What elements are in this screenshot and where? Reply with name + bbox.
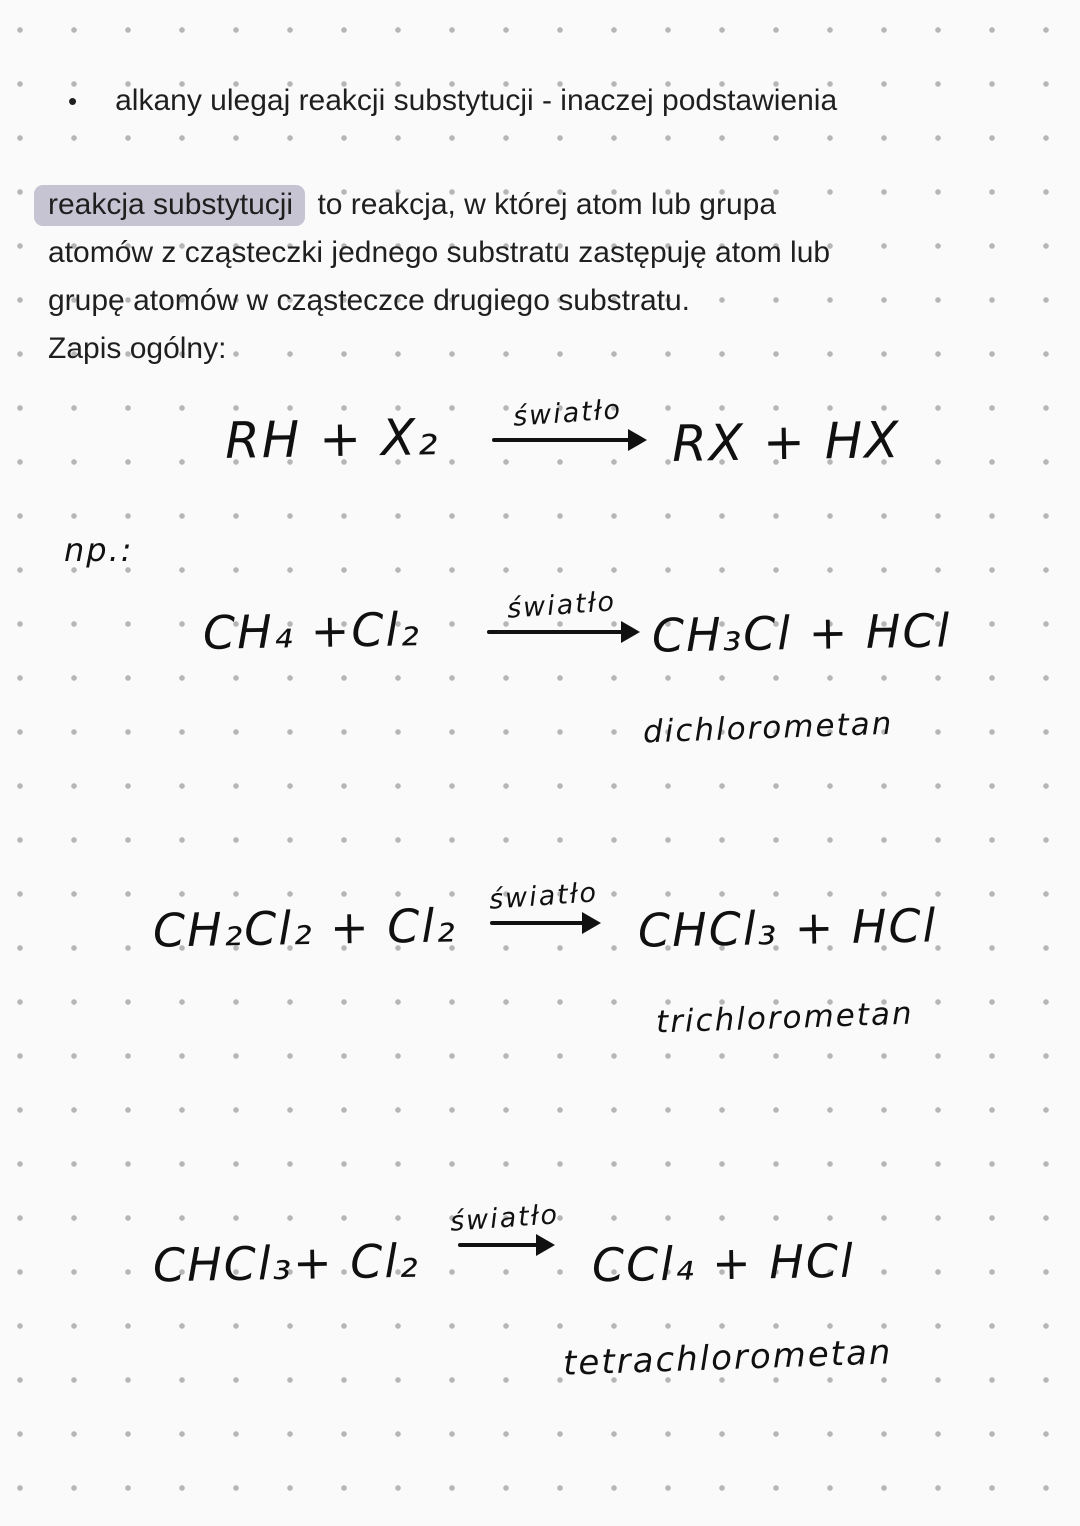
equation-4-reaction-arrow bbox=[449, 1199, 561, 1247]
equation-4-product-name: tetrachlorometan bbox=[562, 1332, 894, 1384]
equation-3-reaction-arrow bbox=[488, 877, 600, 925]
definition-line-2: atomów z cząsteczki jednego substratu zastępuję atom lub bbox=[48, 236, 831, 269]
definition-paragraph bbox=[48, 181, 1028, 373]
equation-4-reactants: CHCl₃+ Cl₂ bbox=[152, 1233, 421, 1293]
equation-4-condition-label: światło bbox=[449, 1199, 561, 1238]
equation-2-products: CH₃Cl + HCl bbox=[651, 603, 952, 663]
equation-1-condition-label: światło bbox=[512, 394, 624, 433]
example-label: np.: bbox=[64, 531, 134, 569]
definition-line-3: grupę atomów w cząsteczce drugiego substratu. bbox=[48, 284, 690, 317]
highlighted-term: reakcja substytucji bbox=[34, 185, 305, 226]
equation-3-arrow-line bbox=[490, 921, 598, 925]
definition-line-1 bbox=[48, 181, 1028, 229]
equation-4-products: CCl₄ + HCl bbox=[591, 1233, 856, 1293]
equation-2-condition-label: światło bbox=[506, 586, 618, 625]
equation-1-products: RX + HX bbox=[671, 411, 902, 473]
equation-4-arrow-line bbox=[458, 1243, 552, 1247]
section-heading: Zapis ogólny: bbox=[48, 332, 227, 365]
equation-1-arrow-line bbox=[492, 438, 644, 442]
equation-2-arrow-line bbox=[487, 630, 637, 634]
bullet-marker: • bbox=[68, 86, 78, 116]
equation-1-reactants: RH + X₂ bbox=[224, 408, 440, 470]
bullet-item bbox=[68, 84, 837, 118]
equation-2-product-name: dichlorometan bbox=[642, 705, 894, 751]
equation-2-reaction-arrow bbox=[487, 586, 637, 634]
equation-2-reactants: CH₄ +Cl₂ bbox=[202, 602, 422, 660]
equation-3-product-name: trichlorometan bbox=[655, 995, 915, 1041]
equation-3-products: CHCl₃ + HCl bbox=[637, 898, 938, 958]
definition-line-1-rest: to reakcja, w której atom lub grupa bbox=[317, 188, 777, 221]
equation-3-reactants: CH₂Cl₂ + Cl₂ bbox=[152, 898, 458, 958]
bullet-text: alkany ulegaj reakcji substytucji - inaczej podstawienia bbox=[115, 84, 838, 117]
equation-1-reaction-arrow bbox=[492, 394, 644, 442]
equation-3-condition-label: światło bbox=[488, 877, 600, 916]
